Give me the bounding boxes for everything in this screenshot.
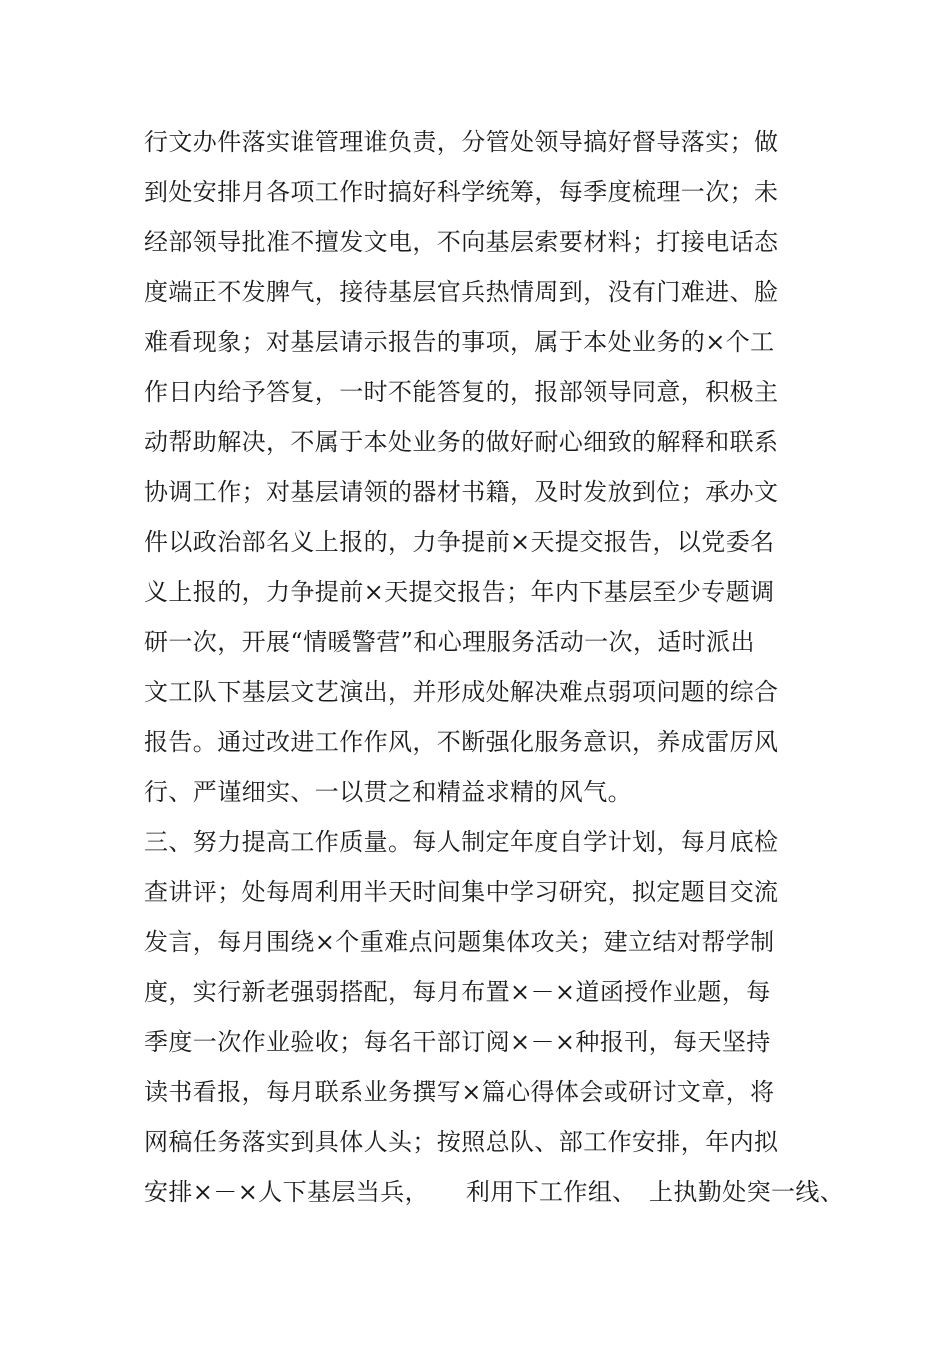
section-heading-line: 三、努力提高工作质量。每人制定年度自学计划，每月底检 — [144, 828, 779, 856]
text-line: 难看现象；对基层请示报告的事项，属于本处业务的×个工 — [144, 328, 775, 356]
text-line: 行文办件落实谁管理谁负责，分管处领导搞好督导落实；做 — [144, 128, 779, 156]
text-line: 动帮助解决，不属于本处业务的做好耐心细致的解释和联系 — [144, 428, 779, 456]
text-line: 安排×－×人下基层当兵， 利用下工作组、 上执勤处突一线、 — [144, 1178, 845, 1206]
text-line: 文工队下基层文艺演出，并形成处解决难点弱项问题的综合 — [144, 678, 779, 706]
text-line: 查讲评；处每周利用半天时间集中学习研究，拟定题目交流 — [144, 878, 779, 906]
text-line: 读书看报，每月联系业务撰写×篇心得体会或研讨文章，将 — [144, 1078, 775, 1106]
text-line: 到处安排月各项工作时搞好科学统筹，每季度梳理一次；未 — [144, 178, 779, 206]
text-line: 件以政治部名义上报的，力争提前×天提交报告，以党委名 — [144, 528, 775, 556]
text-line: 经部领导批准不擅发文电，不向基层索要材料；打接电话态 — [144, 228, 779, 256]
text-line: 度，实行新老强弱搭配，每月布置×－×道函授作业题，每 — [144, 978, 771, 1006]
text-line: 度端正不发脾气，接待基层官兵热情周到，没有门难进、脸 — [144, 278, 779, 306]
text-line: 发言，每月围绕×个重难点问题集体攻关；建立结对帮学制 — [144, 928, 775, 956]
text-line: 报告。通过改进工作作风，不断强化服务意识，养成雷厉风 — [144, 728, 779, 756]
text-line: 行、严谨细实、一以贯之和精益求精的风气。 — [144, 778, 632, 806]
text-line: 作日内给予答复，一时不能答复的，报部领导同意，积极主 — [144, 378, 779, 406]
text-line: 义上报的，力争提前×天提交报告；年内下基层至少专题调 — [144, 578, 775, 606]
text-line: 研一次，开展“情暖警营”和心理服务活动一次，适时派出 — [144, 628, 755, 656]
text-line: 协调工作；对基层请领的器材书籍，及时发放到位；承办文 — [144, 478, 779, 506]
text-line: 季度一次作业验收；每名干部订阅×－×种报刊，每天坚持 — [144, 1028, 771, 1056]
body-text — [144, 117, 844, 1217]
text-line: 网稿任务落实到具体人头；按照总队、部工作安排，年内拟 — [144, 1128, 779, 1156]
